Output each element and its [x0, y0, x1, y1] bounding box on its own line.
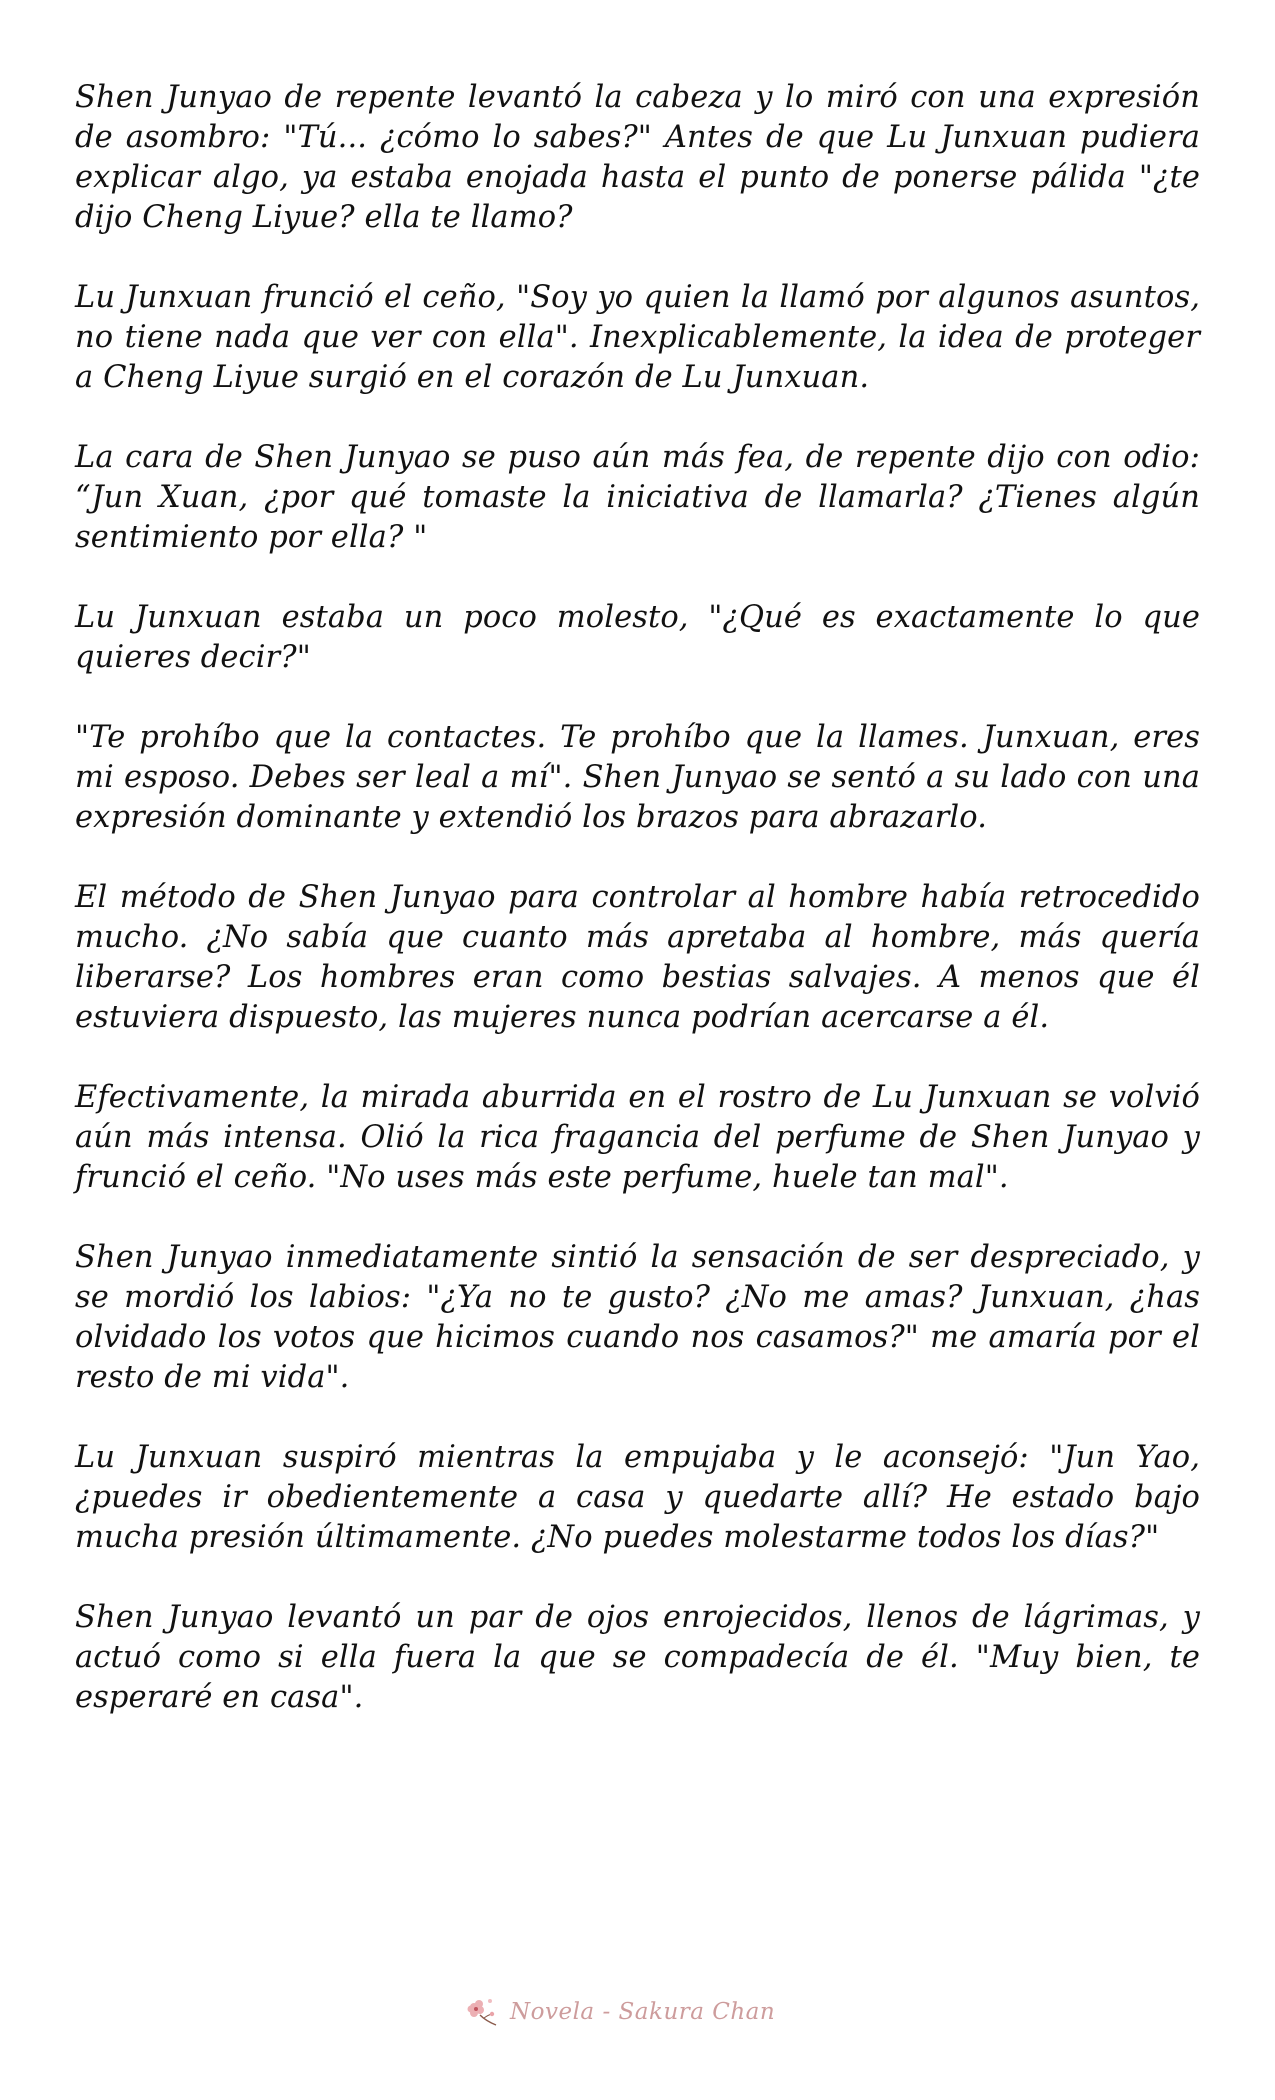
paragraph-8: Shen Junyao inmediatamente sintió la sensación de ser despreciado, y se mordió los labios: "¿Ya no te gusto? ¿No me amas? Junxuan, ¿has olvidado los votos que hicimos cuando nos casamos?" me amaría por el resto de mi vida".: [75, 1240, 1200, 1395]
paragraph-9: Lu Junxuan suspiró mientras la empujaba y le aconsejó: "Jun Yao, ¿puedes ir obedientemente a casa y quedarte allí? He estado bajo mucha presión últimamente. ¿No puedes molestarme todos los días?": [75, 1440, 1200, 1555]
paragraph-2: Lu Junxuan frunció el ceño, "Soy yo quien la llamó por algunos asuntos, no tiene nada que ver con ella". Inexplicablemente, la idea de proteger a Cheng Liyue surgió en el corazón de Lu Junxuan.: [75, 280, 1200, 395]
paragraph-4: Lu Junxuan estaba un poco molesto, "¿Qué es exactamente lo que quieres decir?": [75, 600, 1200, 675]
paragraph-10: Shen Junyao levantó un par de ojos enrojecidos, llenos de lágrimas, y actuó como si ella fuera la que se compadecía de él. "Muy bien, te esperaré en casa".: [75, 1600, 1200, 1715]
paragraph-6: El método de Shen Junyao para controlar al hombre había retrocedido mucho. ¿No sabía que cuanto más apretaba al hombre, más quería liberarse? Los hombres eran como bestias salvajes. A menos que él estuviera dispuesto, las mujeres nunca podrían acercarse a él.: [75, 880, 1200, 1035]
watermark: [462, 1990, 842, 2034]
paragraph-7: Efectivamente, la mirada aburrida en el rostro de Lu Junxuan se volvió aún más intensa. Olió la rica fragancia del perfume de Shen Junyao y frunció el ceño. "No uses más este perfume, huele tan mal".: [75, 1080, 1200, 1195]
cherry-blossom-icon: [462, 1995, 502, 2029]
story-text: [75, 78, 1200, 1758]
paragraph-3: La cara de Shen Junyao se puso aún más fea, de repente dijo con odio: “Jun Xuan, ¿por qué tomaste la iniciativa de llamarla? ¿Tienes algún sentimiento por ella? ": [75, 440, 1200, 555]
paragraph-5: "Te prohíbo que la contactes. Te prohíbo que la llames. Junxuan, eres mi esposo. Debes ser leal a mí". Shen Junyao se sentó a su lado con una expresión dominante y extendió los brazos para abrazarlo.: [75, 720, 1200, 835]
paragraph-1: Shen Junyao de repente levantó la cabeza y lo miró con una expresión de asombro: "Tú... ¿cómo lo sabes?" Antes de que Lu Junxuan pudiera explicar algo, ya estaba enojada hasta el punto de ponerse pálida "¿te dijo Cheng Liyue? ella te llamo?: [75, 80, 1200, 235]
watermark-text: Novela - Sakura Chan: [510, 1999, 776, 2025]
